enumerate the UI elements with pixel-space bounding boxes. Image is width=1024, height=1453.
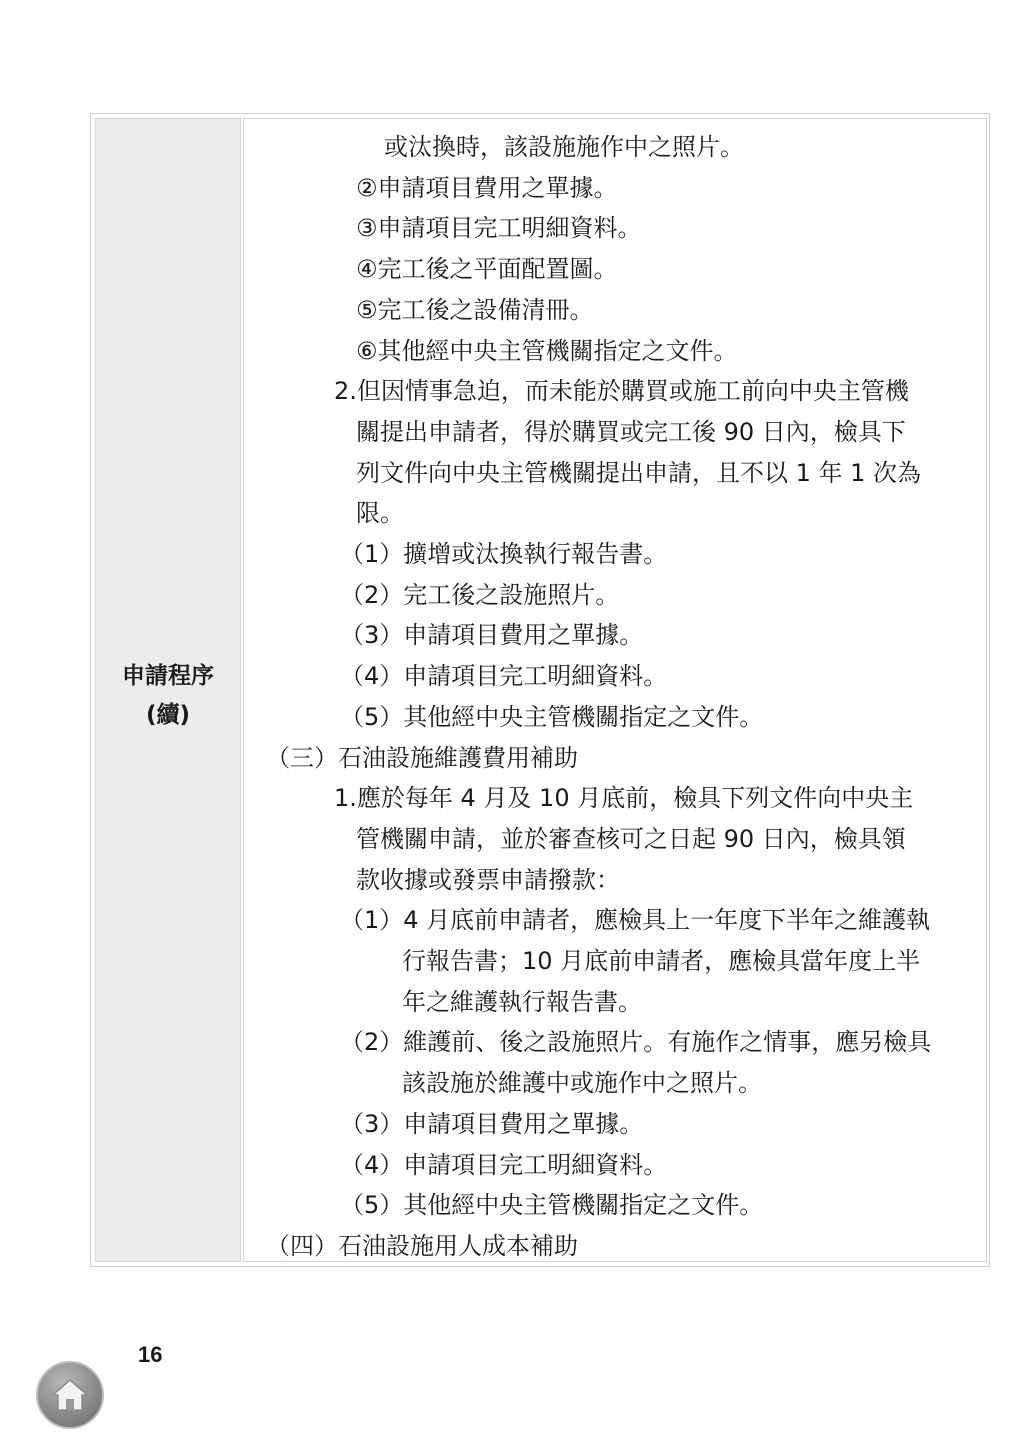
content-line: （四）石油設施用人成本補助 (266, 1231, 578, 1260)
row-content-cell (243, 118, 987, 1262)
content-line: 列文件向中央主管機關提出申請，且不以 1 年 1 次為 (356, 458, 922, 487)
row-label-cell (95, 118, 241, 1262)
page-number: 16 (138, 1342, 163, 1367)
content-line: （3）申請項目費用之單據。 (340, 621, 644, 650)
content-line: （1）4 月底前申請者，應檢具上一年度下半年之維護執 (340, 906, 931, 935)
content-line: （5）其他經中央主管機關指定之文件。 (340, 1191, 764, 1220)
content-line: （4）申請項目完工明細資料。 (340, 662, 668, 691)
content-line: 關提出申請者，得於購買或完工後 90 日內，檢具下 (356, 417, 906, 446)
home-button[interactable] (36, 1361, 104, 1429)
content-line: （三）石油設施維護費用補助 (266, 743, 578, 772)
row-label-continued: (續) (145, 702, 191, 728)
content-line: 該設施於維護中或施作中之照片。 (402, 1069, 762, 1098)
content-line: 行報告書；10 月底前申請者，應檢具當年度上半 (402, 947, 921, 975)
content-line: ③申請項目完工明細資料。 (356, 214, 642, 243)
content-line: ⑤完工後之設備清冊。 (356, 295, 594, 324)
content-line: 或汰換時，該設施施作中之照片。 (384, 133, 744, 161)
content-line: ⑥其他經中央主管機關指定之文件。 (356, 336, 738, 365)
content-line: 2.但因情事急迫，而未能於購買或施工前向中央主管機 (334, 377, 909, 406)
content-line: ②申請項目費用之單據。 (356, 173, 618, 202)
content-line: （4）申請項目完工明細資料。 (340, 1150, 668, 1179)
content-line: 1.應於每年 4 月及 10 月底前，檢具下列文件向中央主 (334, 784, 914, 813)
content-line: （2）完工後之設施照片。 (340, 580, 620, 609)
content-line: （2）維護前、後之設施照片。有施作之情事，應另檢具 (340, 1028, 932, 1057)
content-line: ④完工後之平面配置圖。 (356, 255, 618, 284)
content-line: 限。 (356, 499, 404, 528)
content-line: （3）申請項目費用之單據。 (340, 1109, 644, 1138)
content-line: （1）擴增或汰換執行報告書。 (340, 540, 668, 568)
content-line: 管機關申請，並於審查核可之日起 90 日內，檢具領 (356, 824, 906, 853)
home-icon (50, 1375, 90, 1415)
content-line: （5）其他經中央主管機關指定之文件。 (340, 702, 764, 731)
row-label-title: 申請程序 (122, 663, 214, 689)
content-line: 款收據或發票申請撥款： (356, 865, 620, 894)
procedure-table (90, 113, 990, 1267)
content-line: 年之維護執行報告書。 (402, 987, 642, 1016)
